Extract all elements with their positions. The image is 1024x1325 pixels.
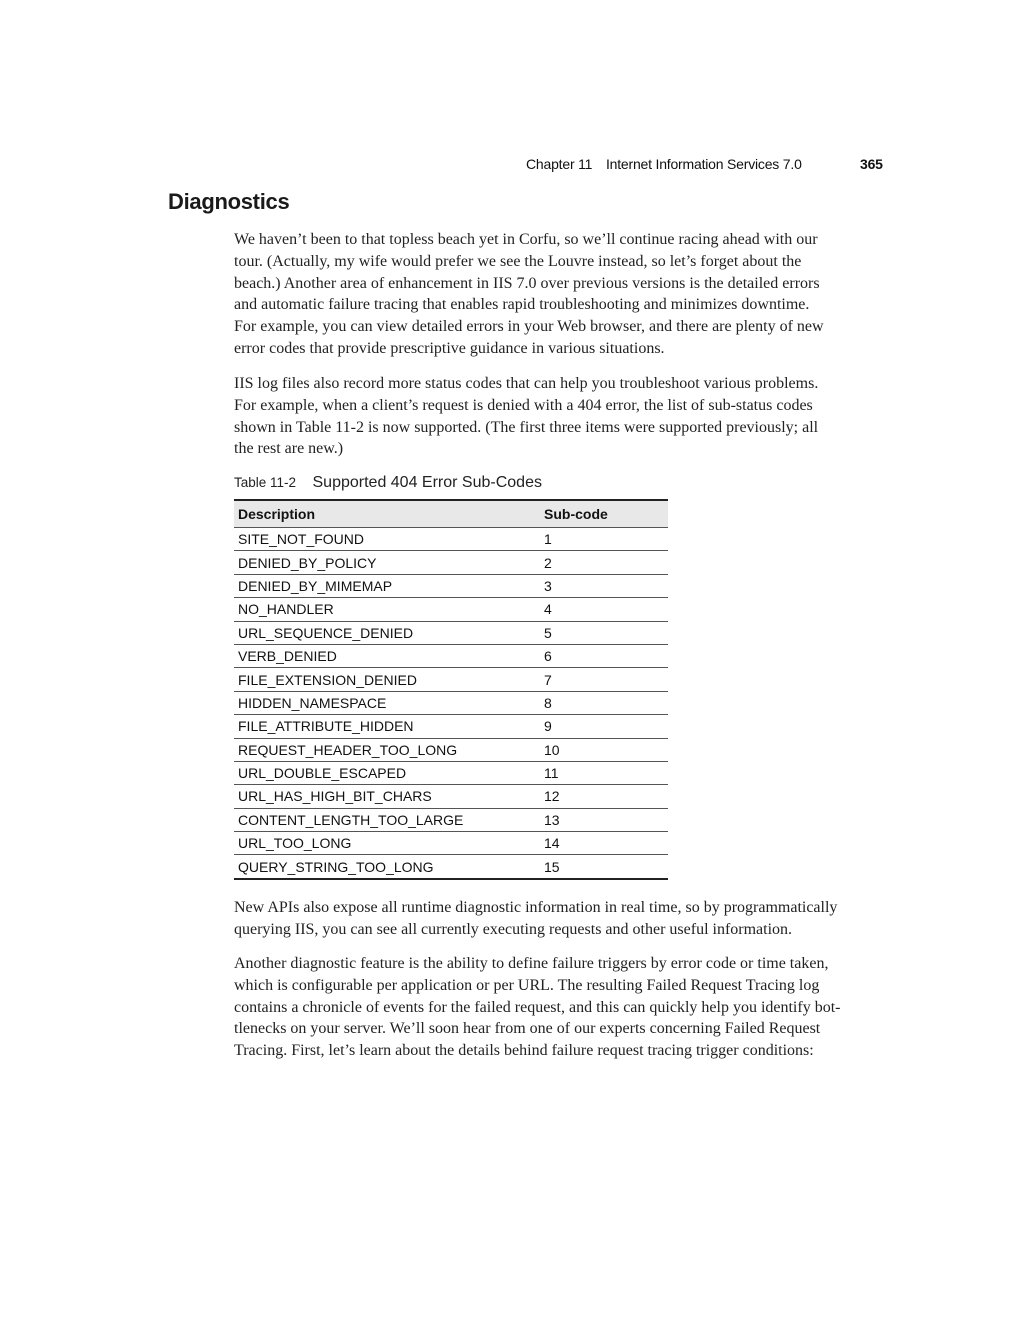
table-row xyxy=(234,574,668,597)
chapter-title: Internet Information Services 7.0 xyxy=(605,156,802,172)
text-line: tlenecks on your server. We’ll soon hear from one of our experts concerning Failed Request xyxy=(234,1020,821,1038)
text-line: We haven’t been to that topless beach yet in Corfu, so we’ll continue racing ahead with our xyxy=(234,231,818,248)
text-line: For example, when a client’s request is denied with a 404 error, the list of sub-status codes xyxy=(234,396,813,414)
table-number: Table 11-2 xyxy=(234,475,297,490)
paragraph xyxy=(234,229,894,360)
section-heading: Diagnostics xyxy=(168,189,290,214)
subcode-cell: 1 xyxy=(540,528,668,551)
table-row xyxy=(234,551,668,574)
text-line: Another diagnostic feature is the ability to define failure triggers by error code or time taken, xyxy=(234,955,829,972)
subcode-cell: 2 xyxy=(540,551,668,574)
table-title: Supported 404 Error Sub-Codes xyxy=(312,474,542,491)
text-line: querying IIS, you can see all currently executing requests and other useful information. xyxy=(234,920,793,938)
description-cell: NO_HANDLER xyxy=(234,598,540,621)
paragraph xyxy=(234,897,894,941)
subcode-cell: 8 xyxy=(540,691,668,714)
paragraph xyxy=(234,953,894,1062)
description-cell: REQUEST_HEADER_TOO_LONG xyxy=(234,738,540,761)
description-cell: URL_SEQUENCE_DENIED xyxy=(234,621,540,644)
subcode-cell: 12 xyxy=(540,785,668,808)
subcode-cell: 5 xyxy=(540,621,668,644)
description-cell: HIDDEN_NAMESPACE xyxy=(234,691,540,714)
text-line: error codes that provide prescriptive guidance in various situations. xyxy=(234,339,665,357)
table-row xyxy=(234,715,668,738)
text-line: beach.) Another area of enhancement in IIS 7.0 over previous versions is the detailed errors xyxy=(234,274,820,292)
description-cell: CONTENT_LENGTH_TOO_LARGE xyxy=(234,808,540,831)
table-row xyxy=(234,598,668,621)
description-cell: URL_TOO_LONG xyxy=(234,832,540,855)
chapter-label: Chapter 11 xyxy=(526,156,593,172)
text-line: and automatic failure tracing that enables rapid troubleshooting and minimizes downtime. xyxy=(234,296,810,314)
subcode-cell: 13 xyxy=(540,808,668,831)
text-line: shown in Table 11-2 is now supported. (The first three items were supported previously; all xyxy=(234,418,819,436)
column-header-subcode: Sub-code xyxy=(540,500,668,528)
subcode-cell: 14 xyxy=(540,832,668,855)
text-line: IIS log files also record more status codes that can help you troubleshoot various problems. xyxy=(234,375,819,392)
table-row xyxy=(234,761,668,784)
table-row xyxy=(234,785,668,808)
text-line: which is configurable per application or per URL. The resulting Failed Request Tracing log xyxy=(234,976,820,994)
text-line: contains a chronicle of events for the failed request, and this can quickly help you identify bot- xyxy=(234,998,841,1016)
subcode-cell: 10 xyxy=(540,738,668,761)
description-cell: DENIED_BY_POLICY xyxy=(234,551,540,574)
table-row xyxy=(234,738,668,761)
table-row xyxy=(234,528,668,551)
description-cell: SITE_NOT_FOUND xyxy=(234,528,540,551)
running-head xyxy=(526,156,883,172)
text-line: For example, you can view detailed errors in your Web browser, and there are plenty of new xyxy=(234,318,824,336)
subcode-cell: 9 xyxy=(540,715,668,738)
subcode-cell: 11 xyxy=(540,761,668,784)
subcode-cell: 4 xyxy=(540,598,668,621)
description-cell: FILE_EXTENSION_DENIED xyxy=(234,668,540,691)
table-row xyxy=(234,832,668,855)
page-number: 365 xyxy=(860,156,883,172)
subcode-table xyxy=(234,499,668,880)
table-row xyxy=(234,855,668,879)
subcode-cell: 7 xyxy=(540,668,668,691)
table-row xyxy=(234,808,668,831)
column-header-description: Description xyxy=(234,500,540,528)
description-cell: DENIED_BY_MIMEMAP xyxy=(234,574,540,597)
table-row xyxy=(234,621,668,644)
description-cell: URL_DOUBLE_ESCAPED xyxy=(234,761,540,784)
description-cell: FILE_ATTRIBUTE_HIDDEN xyxy=(234,715,540,738)
description-cell: VERB_DENIED xyxy=(234,644,540,667)
table-row xyxy=(234,668,668,691)
text-line: New APIs also expose all runtime diagnostic information in real time, so by programmatically xyxy=(234,899,838,916)
subcode-cell: 15 xyxy=(540,855,668,879)
table-row xyxy=(234,644,668,667)
table-header-row xyxy=(234,500,668,528)
table-row xyxy=(234,691,668,714)
text-line: the rest are new.) xyxy=(234,440,344,458)
table-caption xyxy=(234,474,542,492)
paragraph xyxy=(234,373,894,460)
subcode-cell: 6 xyxy=(540,644,668,667)
description-cell: QUERY_STRING_TOO_LONG xyxy=(234,855,540,879)
subcode-cell: 3 xyxy=(540,574,668,597)
description-cell: URL_HAS_HIGH_BIT_CHARS xyxy=(234,785,540,808)
text-line: Tracing. First, let’s learn about the details behind failure request tracing trigger conditions: xyxy=(234,1042,814,1060)
text-line: tour. (Actually, my wife would prefer we see the Louvre instead, so let’s forget about the xyxy=(234,252,802,270)
